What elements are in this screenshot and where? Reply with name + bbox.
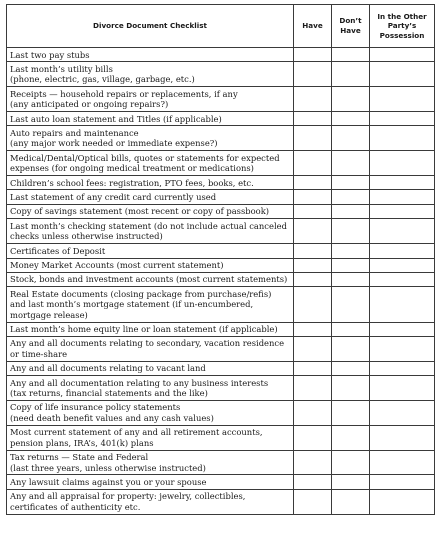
checklist-row [7,376,435,401]
have-checkbox-cell[interactable] [294,244,332,258]
have-checkbox-cell[interactable] [294,287,332,322]
checklist-item-line: mortgage release) [10,309,88,320]
checklist-row [7,219,435,244]
other-party-checkbox-cell[interactable] [370,204,435,218]
other-party-checkbox-cell[interactable] [370,62,435,87]
checklist-row [7,48,435,62]
checklist-item-text [7,244,294,258]
checklist-row [7,489,435,514]
checklist-item-text [7,126,294,151]
have-checkbox-cell[interactable] [294,62,332,87]
checklist-item-text [7,361,294,375]
checklist-row [7,244,435,258]
dont-have-checkbox-cell[interactable] [332,87,370,112]
have-checkbox-cell[interactable] [294,376,332,401]
checklist-item-line: Any and all appraisal for property: jewelry, collectibles, [10,491,246,502]
checklist-item-line: Copy of life insurance policy statements [10,402,181,413]
checklist-item-line: Last month’s utility bills [10,63,113,74]
checklist-item-line: Any and all documents relating to secondary, vacation residence [10,338,285,349]
other-party-checkbox-cell[interactable] [370,244,435,258]
have-checkbox-cell[interactable] [294,112,332,126]
dont-have-checkbox-cell[interactable] [332,475,370,489]
checklist-item-line: Certificates of Deposit [10,245,106,256]
checklist-row [7,336,435,361]
checklist-item-line: Last auto loan statement and Titles (if applicable) [10,113,222,124]
other-party-checkbox-cell[interactable] [370,287,435,322]
checklist-row [7,62,435,87]
header-checklist-title: Divorce Document Checklist [7,5,294,48]
checklist-row [7,204,435,218]
have-checkbox-cell[interactable] [294,126,332,151]
have-checkbox-cell[interactable] [294,219,332,244]
have-checkbox-cell[interactable] [294,176,332,190]
other-party-checkbox-cell[interactable] [370,126,435,151]
checklist-item-text [7,204,294,218]
checklist-item-text [7,219,294,244]
dont-have-checkbox-cell[interactable] [332,112,370,126]
checklist-item-line: (any anticipated or ongoing repairs?) [10,99,169,110]
have-checkbox-cell[interactable] [294,475,332,489]
other-party-checkbox-cell[interactable] [370,322,435,336]
checklist-item-line: expenses (for ongoing medical treatment or medications) [10,163,254,174]
checklist-item-line: checks unless otherwise instructed) [10,231,163,242]
checklist-item-line: Most current statement of any and all retirement accounts, [10,427,263,438]
checklist-row [7,190,435,204]
checklist-item-text [7,425,294,450]
checklist-row [7,272,435,286]
checklist-item-line: Any and all documents relating to vacant land [10,363,206,374]
other-party-checkbox-cell[interactable] [370,475,435,489]
have-checkbox-cell[interactable] [294,272,332,286]
checklist-item-line: (tax returns, financial statements and the like) [10,388,208,399]
checklist-item-line: Any and all documentation relating to any business interests [10,377,269,388]
checklist-item-line: Last month’s checking statement (do not include actual canceled [10,220,287,231]
checklist-row [7,287,435,322]
other-party-checkbox-cell[interactable] [370,219,435,244]
header-dont-have: Don’t Have [332,5,370,48]
other-party-checkbox-cell[interactable] [370,48,435,62]
header-other-party-possession: In the Other Party’s Possession [370,5,435,48]
other-party-checkbox-cell[interactable] [370,272,435,286]
checklist-item-text [7,62,294,87]
checklist-item-text [7,400,294,425]
other-party-checkbox-cell[interactable] [370,376,435,401]
checklist-item-line: Copy of savings statement (most recent or copy of passbook) [10,206,270,217]
have-checkbox-cell[interactable] [294,151,332,176]
checklist-item-line: (last three years, unless otherwise instructed) [10,462,206,473]
other-party-checkbox-cell[interactable] [370,425,435,450]
dont-have-checkbox-cell[interactable] [332,489,370,514]
checklist-row [7,151,435,176]
checklist-item-text [7,176,294,190]
other-party-checkbox-cell[interactable] [370,87,435,112]
header-have: Have [294,5,332,48]
dont-have-checkbox-cell[interactable] [332,126,370,151]
checklist-item-line: or time-share [10,348,68,359]
dont-have-checkbox-cell[interactable] [332,376,370,401]
checklist-item-line: Auto repairs and maintenance [10,127,139,138]
have-checkbox-cell[interactable] [294,258,332,272]
checklist-row [7,126,435,151]
checklist-item-line: Last two pay stubs [10,49,90,60]
checklist-item-line: and last month’s mortgage statement (if un-encumbered, [10,299,254,310]
dont-have-checkbox-cell[interactable] [332,322,370,336]
checklist-item-text [7,336,294,361]
checklist-item-line: pension plans, IRA’s, 401(k) plans [10,437,154,448]
checklist-item-line: Receipts — household repairs or replacements, if any [10,88,238,99]
checklist-item-line: certificates of authenticity etc. [10,501,141,512]
checklist-item-line: Any lawsuit claims against you or your spouse [10,476,207,487]
checklist-item-text [7,376,294,401]
checklist-item-line: (any major work needed or immediate expense?) [10,138,218,149]
have-checkbox-cell[interactable] [294,48,332,62]
checklist-row [7,87,435,112]
other-party-checkbox-cell[interactable] [370,151,435,176]
dont-have-checkbox-cell[interactable] [332,151,370,176]
checklist-row [7,361,435,375]
have-checkbox-cell[interactable] [294,204,332,218]
checklist-item-line: Money Market Accounts (most current statement) [10,260,224,270]
checklist-row [7,176,435,190]
checklist-body [7,48,435,515]
have-checkbox-cell[interactable] [294,450,332,475]
other-party-checkbox-cell[interactable] [370,190,435,204]
checklist-item-text [7,272,294,286]
checklist-item-line: Tax returns — State and Federal [10,452,149,463]
other-party-checkbox-cell[interactable] [370,450,435,475]
dont-have-checkbox-cell[interactable] [332,425,370,450]
dont-have-checkbox-cell[interactable] [332,258,370,272]
other-party-checkbox-cell[interactable] [370,176,435,190]
checklist-item-text [7,489,294,514]
checklist-row [7,112,435,126]
checklist-item-line: Children’s school fees: registration, PTO fees, books, etc. [10,177,254,188]
checklist-item-text [7,87,294,112]
dont-have-checkbox-cell[interactable] [332,244,370,258]
dont-have-checkbox-cell[interactable] [332,190,370,204]
checklist-row [7,450,435,475]
checklist-item-line: Last month’s home equity line or loan statement (if applicable) [10,324,278,335]
header-row [7,5,435,48]
dont-have-checkbox-cell[interactable] [332,176,370,190]
checklist-row [7,400,435,425]
dont-have-checkbox-cell[interactable] [332,219,370,244]
other-party-checkbox-cell[interactable] [370,258,435,272]
dont-have-checkbox-cell[interactable] [332,361,370,375]
dont-have-checkbox-cell[interactable] [332,48,370,62]
dont-have-checkbox-cell[interactable] [332,287,370,322]
have-checkbox-cell[interactable] [294,361,332,375]
checklist-item-text [7,322,294,336]
checklist-row [7,322,435,336]
dont-have-checkbox-cell[interactable] [332,336,370,361]
checklist-row [7,425,435,450]
checklist-row [7,475,435,489]
other-party-checkbox-cell[interactable] [370,112,435,126]
divorce-document-checklist-table [6,4,435,515]
checklist-item-line: (need death benefit values and any cash values) [10,412,214,423]
dont-have-checkbox-cell[interactable] [332,62,370,87]
checklist-item-line: Medical/Dental/Optical bills, quotes or statements for expected [10,152,280,163]
dont-have-checkbox-cell[interactable] [332,272,370,286]
checklist-item-text [7,112,294,126]
have-checkbox-cell[interactable] [294,425,332,450]
checklist-item-text [7,287,294,322]
checklist-item-line: Stock, bonds and investment accounts (most current statements) [10,274,288,285]
have-checkbox-cell[interactable] [294,489,332,514]
checklist-item-text [7,190,294,204]
checklist-item-line: (phone, electric, gas, village, garbage, etc.) [10,74,195,85]
dont-have-checkbox-cell[interactable] [332,204,370,218]
have-checkbox-cell[interactable] [294,400,332,425]
dont-have-checkbox-cell[interactable] [332,400,370,425]
checklist-item-text [7,450,294,475]
checklist-item-text [7,151,294,176]
checklist-item-line: Last statement of any credit card currently used [10,191,217,202]
checklist-item-text [7,475,294,489]
dont-have-checkbox-cell[interactable] [332,450,370,475]
have-checkbox-cell[interactable] [294,87,332,112]
have-checkbox-cell[interactable] [294,190,332,204]
other-party-checkbox-cell[interactable] [370,361,435,375]
checklist-item-line: Real Estate documents (closing package from purchase/refis) [10,288,272,299]
have-checkbox-cell[interactable] [294,322,332,336]
other-party-checkbox-cell[interactable] [370,489,435,514]
checklist-item-text [7,258,294,272]
have-checkbox-cell[interactable] [294,336,332,361]
checklist-row [7,258,435,272]
other-party-checkbox-cell[interactable] [370,400,435,425]
checklist-item-text [7,48,294,62]
other-party-checkbox-cell[interactable] [370,336,435,361]
